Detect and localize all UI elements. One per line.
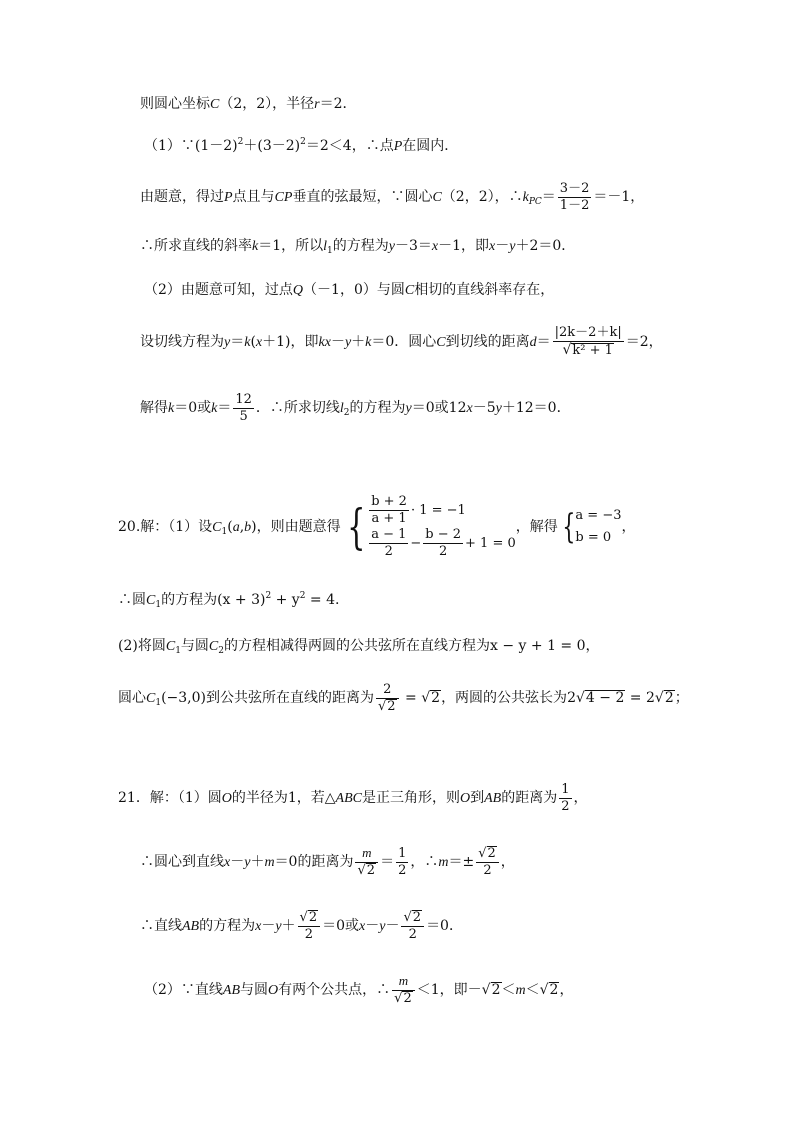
line-line-l1-equation: ∴所求直线的斜率k＝1，所以$l_1$的方程为y－3＝x－1，即x－y＋2＝0． <box>140 238 576 256</box>
fraction-distance: $\frac{|2k-2+k|}{\text{√k² + 1}}$ <box>554 325 622 358</box>
line-chord-length: 圆心$C_1(-3,0)$到公共弦所在直线的距离为 $\frac{2}{√2}$ = √2，两圆的公共弦长为2√4 − 2 = 2√2； <box>118 681 689 714</box>
line-part1-point-inside: $(1)\because(1-2)^2+(3-2)^2=2<4$，∴点P在圆内． <box>144 137 459 154</box>
line-part2-range: （2）∵直线AB与圆O有两个公共点，∴ $\frac{m}{√2}$ ＜1，即－√2＜m＜√2， <box>144 973 574 1006</box>
line-circle-c1-equation: ∴圆$C_1$的方程为$(x + 3)^2 + y^2 = 4$. <box>118 591 340 610</box>
fraction-12-5: $\frac{12}{5}$ <box>235 391 252 424</box>
line-shortest-chord: 由题意，得过P点且与CP垂直的弦最短，∵圆心C（2，2），$\therefore k_{PC}=$ $\frac{3-2}{1-2}$ ＝－1， <box>140 180 645 213</box>
line-tangent-distance: 设切线方程为y＝k(x＋1)，即kx－y＋k＝0．圆心C到切线的距离d＝ $\frac{|2k-2+k|}{\text{√k² + 1}}$ ＝2， <box>140 325 663 358</box>
line-part2-intro: （2）由题意可知，过点Q（－1，0）与圆C相切的直线斜率存在， <box>144 282 555 298</box>
line-distance-m: ∴圆心到直线x－y＋m＝0的距离为 $\frac{m}{√2}$ ＝ $\frac{1}{2}$ ，∴m＝± $\frac{√2}{2}$ ， <box>140 845 515 878</box>
solution-system: { a = −3 b = 0 <box>562 507 622 547</box>
line-common-chord: (2)将圆$C_1$与圆$C_2$的方程相减得两圆的公共弦所在直线方程为x − y + 1 = 0， <box>118 638 600 656</box>
fraction-2-over-sqrt2: $\frac{2}{√2}$ <box>376 682 399 715</box>
line-center-radius: 则圆心坐标C（2，2），半径r＝2． <box>140 96 357 112</box>
fraction-slope-pc: $\frac{3-2}{1-2}$ <box>559 180 590 213</box>
line-solve-k: 解得k＝0或k＝ $\frac{12}{5}$ ．∴所求切线$l_2$的方程为y＝0或12x－5y＋12＝0． <box>140 391 571 424</box>
fraction-1-2: $\frac{1}{2}$ <box>561 781 570 814</box>
line-line-ab-equation: ∴直线AB的方程为x－y＋ $\frac{√2}{2}$ ＝0或x－y－ $\frac{√2}{2}$ ＝0． <box>140 909 463 942</box>
line-problem20-setup: 20.解：（1）设$C_1(a,b)$，则由题意得 { $\frac{b + 2}{a + 1}$ · 1 = −1 $\frac{a - 1}{2}$ − $\frac{b - 2}{2}$ + 1 = 0 ，解得 { a = −3 b = 0 ， <box>118 494 636 559</box>
equation-system: { $\frac{b + 2}{a + 1}$ · 1 = −1 $\frac{a - 1}{2}$ − $\frac{b - 2}{2}$ + 1 = 0 <box>346 494 516 559</box>
line-problem21-setup: 21．解：（1）圆O的半径为1，若△ABC是正三角形，则O到AB的距离为 $\frac{1}{2}$ ， <box>118 781 588 814</box>
